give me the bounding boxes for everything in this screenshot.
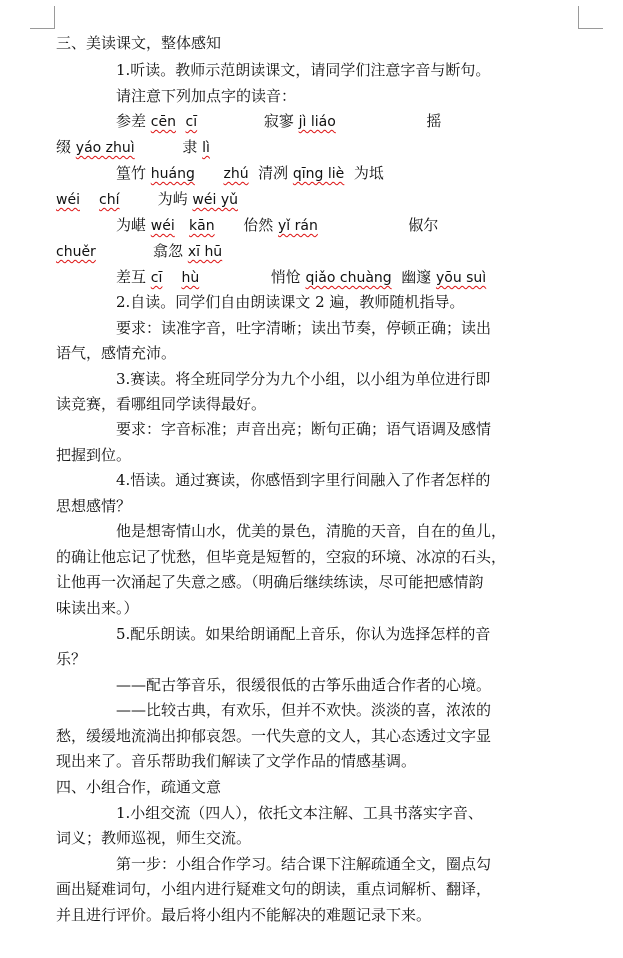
pinyin: wéi (56, 192, 80, 208)
pinyin: wéi yǔ (192, 192, 238, 208)
paragraph-line: ——配古筝音乐，很缓很低的古筝乐曲适合作者的心境。 (116, 676, 492, 694)
paragraph-line: 1.听读。教师示范朗读课文，请同学们注意字音与断句。 (116, 61, 491, 79)
paragraph-line: 读竞赛，看哪组同学读得最好。 (56, 395, 267, 413)
paragraph-line: 要求：字音标准；声音出亮；断句正确；语气语调及感情 (116, 420, 492, 438)
paragraph-line: 画出疑难词句，小组内进行疑难文句的朗读，重点词解析、翻译， (56, 880, 492, 898)
paragraph-line: 4.悟读。通过赛读，你感悟到字里行间融入了作者怎样的 (116, 471, 491, 489)
paragraph-line: 并且进行评价。最后将小组内不能解决的难题记录下来。 (56, 906, 432, 924)
word: 翕忽 (95, 242, 188, 260)
word: 佁然 (214, 216, 278, 234)
paragraph-line: 乐？ (56, 650, 87, 668)
pinyin: wéi (150, 218, 175, 234)
paragraph-line: 愁，缓缓地流淌出抑郁哀怨。一代失意的文人，其心态透过文字显 (56, 727, 492, 745)
paragraph-line: 让他再一次涌起了失意之感。（明确后继续练读，尽可能把感情韵 (56, 573, 484, 591)
paragraph-line: 他是想寄情山水，优美的景色，清脆的天音，自在的鱼儿， (116, 522, 507, 540)
paragraph-line: ——比较古典，有欢乐，但并不欢快。淡淡的喜，浓浓的 (116, 701, 492, 719)
word: 为嵁 (116, 216, 151, 234)
paragraph-line: 要求：读准字音，吐字清晰；读出节奏，停顿正确；读出 (116, 319, 492, 337)
pinyin: yǐ rán (278, 218, 318, 234)
word: 摇 (335, 112, 442, 130)
section-heading-4: 四、小组合作，疏通文意 (56, 778, 222, 796)
pinyin: yōu suì (435, 270, 487, 286)
pinyin: cēn (150, 114, 176, 130)
pinyin: zhú (223, 166, 249, 182)
paragraph-line: 第一步：小组合作学习。结合课下注解疏通全文，圈点勾 (116, 855, 492, 873)
pinyin-line (116, 108, 583, 134)
section-heading-3: 三、美读课文，整体感知 (56, 34, 222, 52)
pinyin: yáo zhuì (75, 140, 135, 156)
pinyin: kān (189, 218, 215, 234)
pinyin: cī (185, 114, 198, 130)
pinyin-line (56, 186, 583, 212)
word: 缀 (56, 138, 76, 156)
paragraph-line: 现出来了。音乐帮助我们解读了文学作品的情感基调。 (56, 752, 417, 770)
word: 差互 (116, 268, 151, 286)
crop-mark-top-left (30, 6, 55, 29)
pinyin-line (116, 264, 583, 290)
paragraph-line: 5.配乐朗读。如果给朗诵配上音乐，你认为选择怎样的音 (116, 625, 491, 643)
paragraph-line: 味读出来。） (56, 599, 139, 617)
paragraph-line: 1.小组交流（四人），依托文本注解、工具书落实字音、 (116, 804, 483, 822)
word: 幽邃 (391, 268, 436, 286)
word: 为屿 (119, 190, 193, 208)
pinyin-line (56, 238, 583, 264)
word: 清冽 (248, 164, 293, 182)
pinyin: huáng (150, 166, 195, 182)
word: 悄怆 (199, 268, 306, 286)
crop-mark-top-right (578, 6, 603, 29)
pinyin: xī hū (187, 244, 223, 260)
paragraph-line: 思想感情？ (56, 497, 132, 515)
paragraph-line: 3.赛读。将全班同学分为九个小组，以小组为单位进行即 (116, 370, 491, 388)
paragraph-line: 把握到位。 (56, 446, 132, 464)
pinyin-line (116, 160, 583, 186)
word: 寂寥 (197, 112, 299, 130)
pinyin: lì (202, 140, 210, 156)
pinyin-line (56, 134, 583, 160)
pinyin: hù (181, 270, 200, 286)
word: 为坻 (344, 164, 384, 182)
pinyin-line (116, 212, 583, 238)
paragraph-line: 词义；教师巡视，师生交流。 (56, 829, 252, 847)
paragraph-line: 2.自读。同学们自由朗读课文 2 遍，教师随机指导。 (116, 293, 465, 311)
pinyin: qiǎo chuàng (305, 270, 392, 286)
word: 篁竹 (116, 164, 151, 182)
pinyin: cī (150, 270, 163, 286)
word: 参差 (116, 112, 151, 130)
pinyin: jì liáo (298, 114, 336, 130)
paragraph-line: 的确让他忘记了忧愁，但毕竟是短暂的，空寂的环境、冰凉的石头， (56, 548, 507, 566)
word: 俶尔 (317, 216, 439, 234)
paragraph-line: 请注意下列加点字的读音： (116, 87, 297, 105)
pinyin: chí (99, 192, 120, 208)
paragraph-line: 语气，感情充沛。 (56, 344, 177, 362)
pinyin: qīng liè (292, 166, 345, 182)
word: 隶 (134, 138, 203, 156)
pinyin: chuěr (56, 244, 96, 260)
